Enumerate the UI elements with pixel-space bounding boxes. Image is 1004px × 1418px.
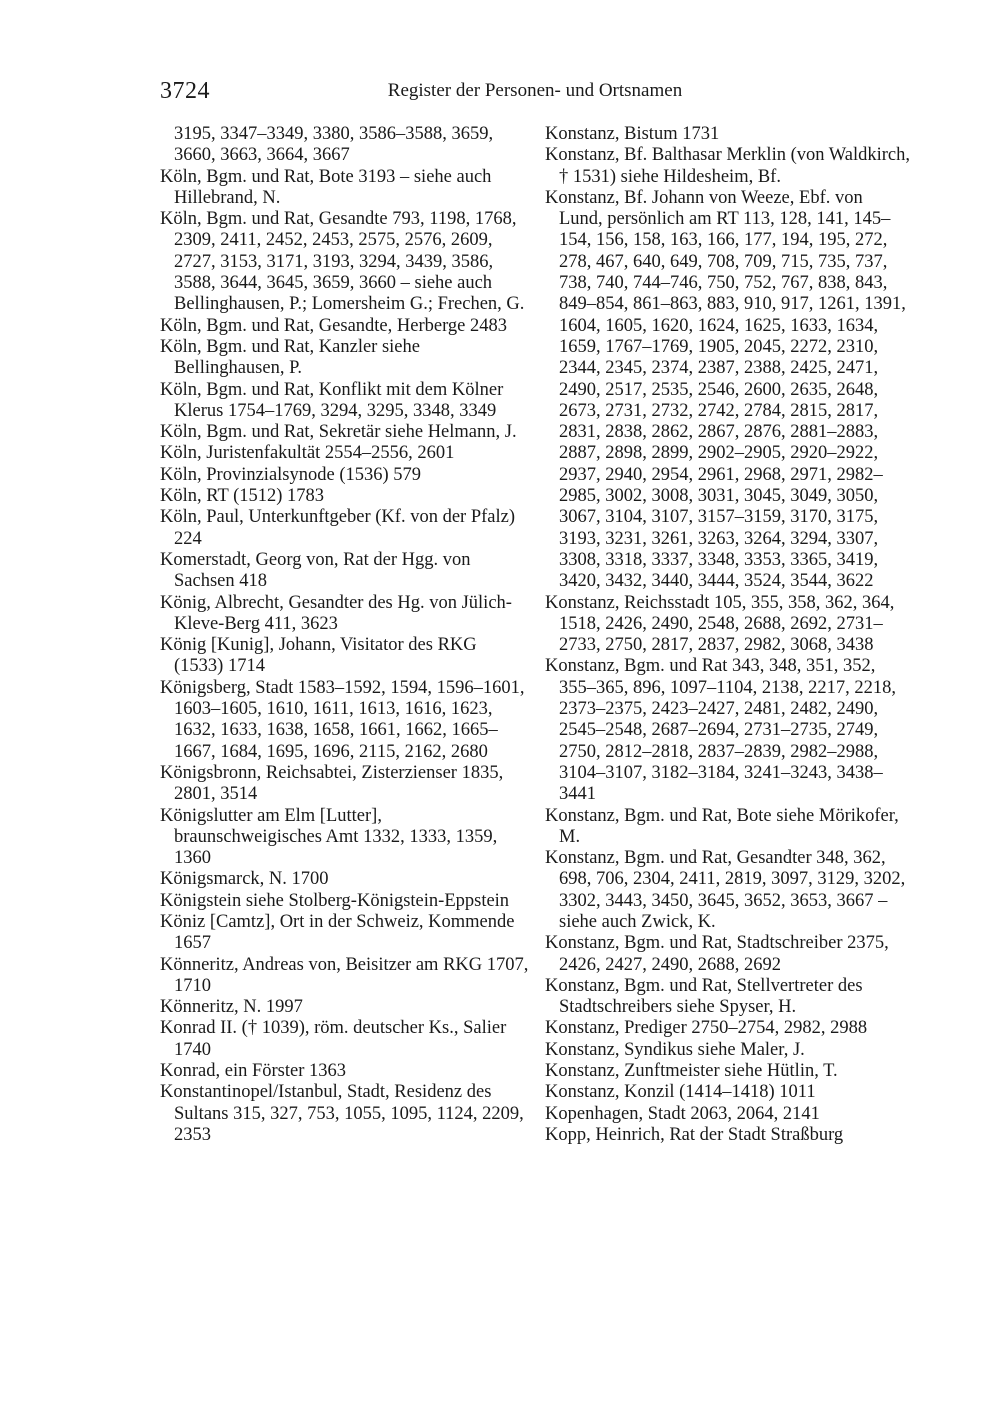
index-entry: Königslutter am Elm [Lutter], braunschweigisches Amt 1332, 1333, 1359, 1360 <box>160 805 498 869</box>
index-entry: Königsbronn, Reichsabtei, Zisterzienser 1835, 2801, 3514 <box>160 762 504 805</box>
left-column <box>160 124 530 1146</box>
index-entry: Konstanz, Syndikus siehe Maler, J. <box>545 1039 805 1060</box>
index-entry: Konrad II. († 1039), röm. deutscher Ks., Salier 1740 <box>160 1018 507 1060</box>
index-entry: Köln, Juristenfakultät 2554–2556, 2601 <box>160 443 455 464</box>
index-entry: 3195, 3347–3349, 3380, 3586–3588, 3659, 3660, 3663, 3664, 3667 <box>174 124 494 166</box>
index-entry: Köln, RT (1512) 1783 <box>160 486 325 507</box>
index-entry: Konstanz, Bgm. und Rat, Bote siehe Mörikofer, M. <box>545 805 899 847</box>
index-entry: Konrad, ein Förster 1363 <box>160 1061 346 1082</box>
index-entry: Konstanz, Bgm. und Rat, Stadtschreiber 2375, 2426, 2427, 2490, 2688, 2692 <box>545 933 889 975</box>
index-entry: Könneritz, N. 1997 <box>160 997 303 1018</box>
index-entry: Konstanz, Prediger 2750–2754, 2982, 2988 <box>545 1018 868 1039</box>
index-entry: Könneritz, Andreas von, Beisitzer am RKG 1707, 1710 <box>160 954 529 996</box>
index-entry: Königsberg, Stadt 1583–1592, 1594, 1596–1601, 1603–1605, 1610, 1611, 1613, 1616, 1623, 1632, 1633, 1638, 1658, 1661, 1662, 1665–1667, 1684, 1695, 1696, 2115, 2162, 2680 <box>160 677 525 762</box>
index-entry: Konstanz, Bgm. und Rat, Stellvertreter des Stadtschreibers siehe Spyser, H. <box>545 975 863 1018</box>
index-entry: Komerstadt, Georg von, Rat der Hgg. von Sachsen 418 <box>160 549 471 592</box>
index-entry: Konstantinopel/Istanbul, Stadt, Residenz des Sultans 315, 327, 753, 1055, 1095, 1124, 2209, 2353 <box>160 1082 524 1145</box>
index-entry: Konstanz, Bf. Balthasar Merklin (von Waldkirch, † 1531) siehe Hildesheim, Bf. <box>545 145 911 187</box>
index-entry: Köniz [Camtz], Ort in der Schweiz, Kommende 1657 <box>160 911 515 954</box>
page-number: 3724 <box>160 78 210 104</box>
index-entry: Köln, Provinzialsynode (1536) 579 <box>160 464 422 485</box>
right-column <box>545 124 910 1146</box>
index-entry: Konstanz, Bgm. und Rat, Gesandter 348, 362, 698, 706, 2304, 2411, 2819, 3097, 3129, 3202, 3302, 3443, 3450, 3645, 3652, 3653, 3667 – siehe auch Zwick, K. <box>545 848 906 932</box>
index-entry: Köln, Bgm. und Rat, Kanzler siehe Bellinghausen, P. <box>160 336 420 379</box>
index-entry: König, Albrecht, Gesandter des Hg. von Jülich-Kleve-Berg 411, 3623 <box>160 592 512 634</box>
index-entry: Köln, Bgm. und Rat, Konflikt mit dem Kölner Klerus 1754–1769, 3294, 3295, 3348, 3349 <box>160 379 504 421</box>
index-entry: Konstanz, Bgm. und Rat 343, 348, 351, 352, 355–365, 896, 1097–1104, 2138, 2217, 2218, 2373–2375, 2423–2427, 2481, 2482, 2490, 2545–2548, 2687–2694, 2731–2735, 2749, 2750, 2812–2818, 2837–2839, 2982–2988, 3104–3107, 3182–3184, 3241–3243, 3438–3441 <box>545 656 896 805</box>
index-entry: Konstanz, Bistum 1731 <box>545 124 720 144</box>
index-entry: Konstanz, Zunftmeister siehe Hütlin, T. <box>545 1061 838 1082</box>
index-entry: Königstein siehe Stolberg-Königstein-Eppstein <box>160 890 510 911</box>
index-entry: Konstanz, Konzil (1414–1418) 1011 <box>545 1082 816 1103</box>
index-entry: Kopp, Heinrich, Rat der Stadt Straßburg <box>545 1124 844 1145</box>
index-entry: Kopenhagen, Stadt 2063, 2064, 2141 <box>545 1103 820 1124</box>
index-entry: Köln, Bgm. und Rat, Bote 3193 – siehe auch Hillebrand, N. <box>160 166 492 208</box>
running-head: Register der Personen- und Ortsnamen <box>387 80 683 101</box>
index-entry: Königsmarck, N. 1700 <box>160 869 329 890</box>
index-entry: Köln, Bgm. und Rat, Gesandte 793, 1198, 1768, 2309, 2411, 2452, 2453, 2575, 2576, 2609, 2727, 3153, 3171, 3193, 3294, 3439, 3586, 3588, 3644, 3645, 3659, 3660 – siehe auch Bellinghausen, P.; Lomersheim G.; Frechen, G. <box>160 209 525 315</box>
index-entry: Köln, Paul, Unterkunftgeber (Kf. von der Pfalz) 224 <box>160 507 515 549</box>
index-entry: Köln, Bgm. und Rat, Gesandte, Herberge 2483 <box>160 315 507 336</box>
index-entry: König [Kunig], Johann, Visitator des RKG (1533) 1714 <box>160 635 477 677</box>
index-entry: Konstanz, Reichsstadt 105, 355, 358, 362, 364, 1518, 2426, 2490, 2548, 2688, 2692, 2731–2733, 2750, 2817, 2837, 2982, 3068, 3438 <box>545 592 895 656</box>
index-entry: Köln, Bgm. und Rat, Sekretär siehe Helmann, J. <box>160 422 517 443</box>
index-entry: Konstanz, Bf. Johann von Weeze, Ebf. von Lund, persönlich am RT 113, 128, 141, 145–154, 156, 158, 163, 166, 177, 194, 195, 272, 278, 467, 640, 649, 708, 709, 715, 735, 737, 738, 740, 744–746, 750, 752, 767, 838, 843, 849–854, 861–863, 883, 910, 917, 1261, 1391, 1604, 1605, 1620, 1624, 1625, 1633, 1634, 1659, 1767–1769, 1905, 2045, 2272, 2310, 2344, 2345, 2374, 2387, 2388, 2425, 2471, 2490, 2517, 2535, 2546, 2600, 2635, 2648, 2673, 2731, 2732, 2742, 2784, 2815, 2817, 2831, 2838, 2862, 2867, 2876, 2881–2883, 2887, 2898, 2899, 2902–2905, 2920–2922, 2937, 2940, 2954, 2961, 2968, 2971, 2982–2985, 3002, 3008, 3031, 3045, 3049, 3050, 3067, 3104, 3107, 3157–3159, 3170, 3175, 3193, 3231, 3261, 3263, 3264, 3294, 3307, 3308, 3318, 3337, 3348, 3353, 3365, 3419, 3420, 3432, 3440, 3444, 3524, 3544, 3622 <box>545 187 906 592</box>
